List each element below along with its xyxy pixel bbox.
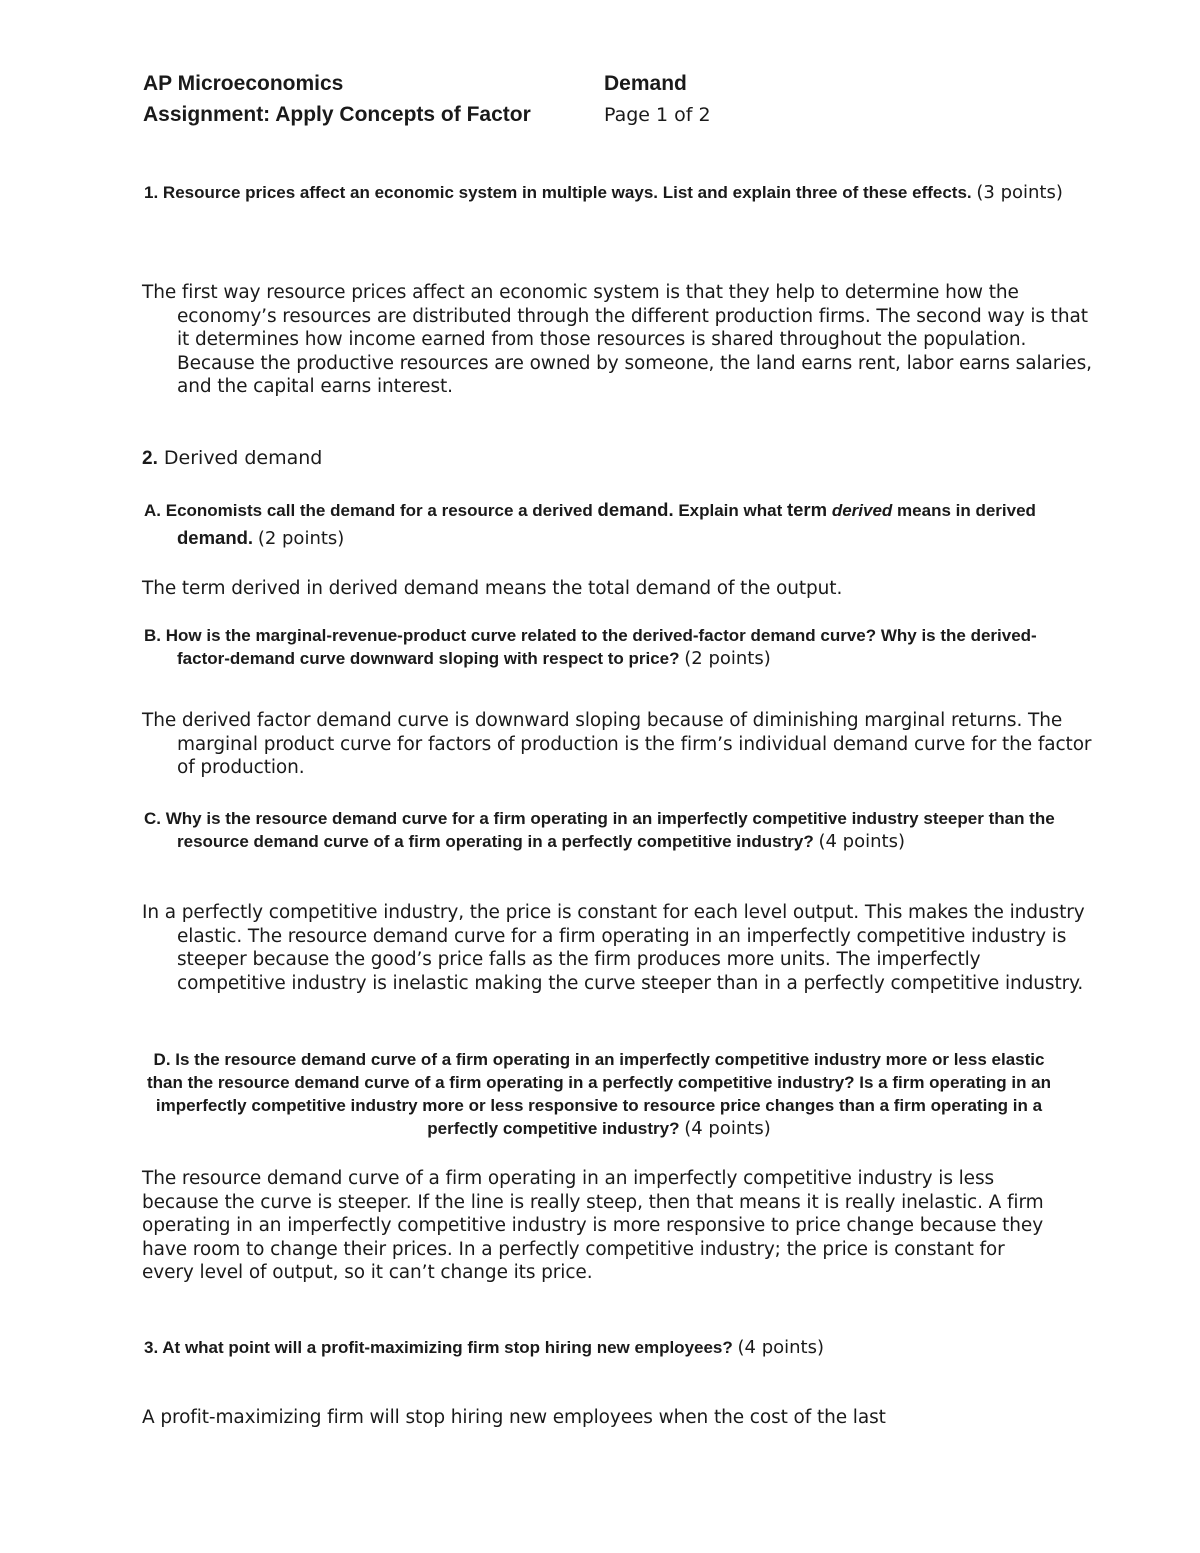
question-2a-prompt-word2: term: [786, 499, 828, 520]
answer-1: The first way resource prices affect an economic system is that they help to determine how the economy’s resources are distributed through the different production firms. The second way is that it determines how income earned from those resources is shared throughout the population. Because the productive resources are owned by someone, the land earns rent, labor earns salaries, and the capital earns interest.: [142, 282, 1092, 398]
question-2c-points: (4 points): [818, 831, 905, 852]
question-2a-points: (2 points): [257, 528, 345, 549]
question-2c-label: C.: [144, 809, 161, 828]
question-2c-prompt: Why is the resource demand curve for a firm operating in an imperfectly competitive industry steeper than the resource demand curve of a firm operating in a perfectly competitive industry?: [165, 809, 1055, 851]
question-2c: [144, 807, 1087, 853]
question-2a-prompt-part2: Explain what: [678, 501, 783, 520]
answer-2a: The term derived in derived demand means the total demand of the output.: [142, 578, 843, 599]
question-3-points: (4 points): [737, 1337, 825, 1358]
question-2a-prompt-word1: demand.: [597, 499, 674, 520]
course-title: AP Microeconomics: [143, 72, 344, 95]
question-3: [144, 1336, 1064, 1359]
question-3-number: 3.: [144, 1338, 159, 1357]
question-2a-prompt-word3: demand.: [177, 527, 254, 548]
question-2a-prompt-part3: means in derived: [897, 501, 1036, 520]
question-2d-label: D.: [153, 1050, 171, 1069]
question-1-prompt: Resource prices affect an economic system in multiple ways. List and explain three of these effects.: [162, 183, 972, 202]
topic-title: Demand: [604, 72, 687, 95]
answer-2d: The resource demand curve of a firm operating in an imperfectly competitive industry is less because the curve is steeper. If the line is really steep, then that means it is really inelastic. A firm operating in an imperfectly competitive industry is more responsive to price change because they have room to change their prices. In a perfectly competitive industry; the price is constant for every level of output, so it can’t change its price.: [142, 1168, 1044, 1284]
page-number: Page 1 of 2: [604, 104, 711, 126]
question-2d: [144, 1048, 1054, 1140]
question-1: [144, 181, 1087, 204]
question-2b-label: B.: [144, 626, 161, 645]
question-1-points: (3 points): [976, 182, 1063, 203]
answer-3: A profit-maximizing firm will stop hiring new employees when the cost of the last: [142, 1407, 886, 1428]
assignment-title: Assignment: Apply Concepts of Factor: [143, 103, 531, 126]
question-2-title: Derived demand: [163, 447, 323, 469]
question-2a-prompt-italic: derived: [831, 501, 893, 520]
question-2d-points: (4 points): [684, 1118, 771, 1139]
answer-2b: The derived factor demand curve is downward sloping because of diminishing marginal returns. The marginal product curve for factors of production is the firm’s individual demand curve for the factor of production.: [142, 710, 1092, 779]
question-2b-prompt: How is the marginal-revenue-product curve related to the derived-factor demand curve? Why is the derived-factor-demand curve downward sloping with respect to price?: [165, 626, 1037, 668]
question-2-heading: [142, 447, 322, 470]
answer-2c: In a perfectly competitive industry, the price is constant for each level output. This makes the industry elastic. The resource demand curve for a firm operating in an imperfectly competitive industry is steeper because the good’s price falls as the firm produces more units. The imperfectly competitive industry is inelastic making the curve steeper than in a perfectly competitive industry.: [142, 902, 1085, 994]
question-3-prompt: At what point will a profit-maximizing firm stop hiring new employees?: [162, 1338, 733, 1357]
question-1-number: 1.: [144, 183, 159, 202]
question-2a-label: A.: [144, 501, 161, 520]
question-2a: [144, 496, 1087, 552]
question-2b: [144, 624, 1087, 670]
question-2a-prompt-part1: Economists call the demand for a resource a derived: [165, 501, 593, 520]
question-2b-points: (2 points): [684, 648, 771, 669]
question-2-number: 2.: [142, 448, 158, 469]
question-2d-prompt: Is the resource demand curve of a firm operating in an imperfectly competitive industry more or less elastic than the resource demand curve of a firm operating in a perfectly competitive industry? Is a firm operating in an imperfectly competitive industry more or less responsive to resource price changes than a firm operating in a perfectly competitive industry?: [146, 1050, 1052, 1138]
